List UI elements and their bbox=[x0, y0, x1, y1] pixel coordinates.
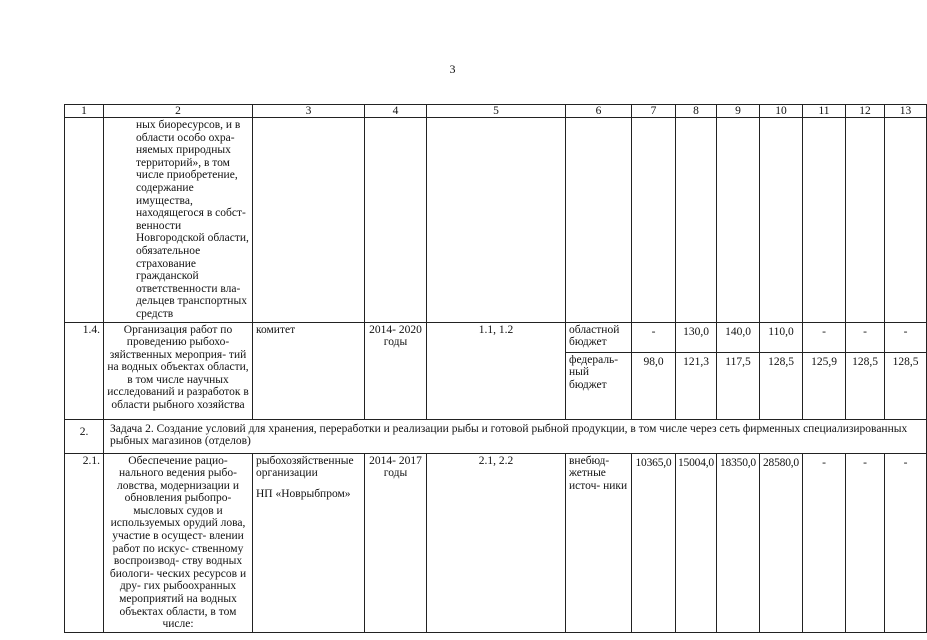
table-row-continuation bbox=[65, 118, 927, 323]
value-cell: 128,5 bbox=[885, 352, 927, 419]
value-cell: 18350,0 bbox=[717, 453, 760, 632]
table-row-2-1 bbox=[65, 453, 927, 632]
value-cell: 98,0 bbox=[632, 352, 676, 419]
funding-source: областной бюджет bbox=[566, 322, 632, 352]
value-cell: - bbox=[803, 453, 846, 632]
target-indicator: 1.1, 1.2 bbox=[427, 322, 566, 419]
col-header-8: 8 bbox=[676, 105, 717, 118]
col-header-13: 13 bbox=[885, 105, 927, 118]
target-indicator: 2.1, 2.2 bbox=[427, 453, 566, 632]
value-cell: 128,5 bbox=[760, 352, 803, 419]
col-header-7: 7 bbox=[632, 105, 676, 118]
executor-line-1: рыбохозяйственные организации bbox=[256, 454, 354, 480]
activity-name: Обеспечение рацио- нального ведения рыбо- ловства, модернизации и обновления рыбопро- мысловых судов и используемых орудий лова, участие в осущест- влении работ по искус- ственному воспроизвод- ству водных биологи- ческих ресурсов и дру- гих рыбоохранных мероприятий на водных объектах области, в том числе: bbox=[104, 453, 253, 632]
value-cell: - bbox=[846, 453, 885, 632]
value-cell: - bbox=[803, 322, 846, 352]
period: 2014- 2020 годы bbox=[365, 322, 427, 419]
value-cell: - bbox=[632, 322, 676, 352]
value-cell: 110,0 bbox=[760, 322, 803, 352]
col-header-5: 5 bbox=[427, 105, 566, 118]
task-number: 2. bbox=[65, 419, 104, 453]
continuation-name: ных биоресурсов, и в области особо охра- няемых природных территорий», в том числе приобретение, содержание имущества, находящегося в собст- венности Новгородской области, обязательное страхование гражданской ответственности вла- дельцев транспортных средств bbox=[104, 118, 253, 323]
executor: комитет bbox=[253, 322, 365, 419]
col-header-2: 2 bbox=[104, 105, 253, 118]
col-header-3: 3 bbox=[253, 105, 365, 118]
table-row-task-2 bbox=[65, 419, 927, 453]
value-cell: - bbox=[885, 322, 927, 352]
activity-name: Организация работ по проведению рыбохо- зяйственных мероприя- тий на водных объектах области, в том числе научных исследований и разработок в области рыбного хозяйства bbox=[104, 322, 253, 419]
value-cell: - bbox=[846, 322, 885, 352]
value-cell: 121,3 bbox=[676, 352, 717, 419]
value-cell: 125,9 bbox=[803, 352, 846, 419]
col-header-9: 9 bbox=[717, 105, 760, 118]
program-activities-table bbox=[64, 104, 927, 633]
row-number: 2.1. bbox=[65, 453, 104, 632]
funding-source: федераль- ный бюджет bbox=[566, 352, 632, 419]
column-number-row bbox=[65, 105, 927, 118]
task-title: Задача 2. Создание условий для хранения, переработки и реализации рыбы и готовой рыбной продукции, в том числе через сеть фирменных специализированных рыбных магазинов (отделов) bbox=[104, 419, 927, 453]
col-header-12: 12 bbox=[846, 105, 885, 118]
period: 2014- 2017 годы bbox=[365, 453, 427, 632]
col-header-4: 4 bbox=[365, 105, 427, 118]
value-cell: 128,5 bbox=[846, 352, 885, 419]
executor bbox=[253, 453, 365, 632]
value-cell: 15004,0 bbox=[676, 453, 717, 632]
funding-source: внебюд- жетные источ- ники bbox=[566, 453, 632, 632]
value-cell: 130,0 bbox=[676, 322, 717, 352]
value-cell: 140,0 bbox=[717, 322, 760, 352]
page-number: 3 bbox=[449, 62, 456, 76]
col-header-11: 11 bbox=[803, 105, 846, 118]
value-cell: - bbox=[885, 453, 927, 632]
value-cell: 28580,0 bbox=[760, 453, 803, 632]
row-number: 1.4. bbox=[65, 322, 104, 419]
col-header-1: 1 bbox=[65, 105, 104, 118]
value-cell: 117,5 bbox=[717, 352, 760, 419]
col-header-6: 6 bbox=[566, 105, 632, 118]
col-header-10: 10 bbox=[760, 105, 803, 118]
executor-line-2: НП «Новрыбпром» bbox=[256, 487, 351, 500]
value-cell: 10365,0 bbox=[632, 453, 676, 632]
table-row-1-4-a bbox=[65, 322, 927, 352]
